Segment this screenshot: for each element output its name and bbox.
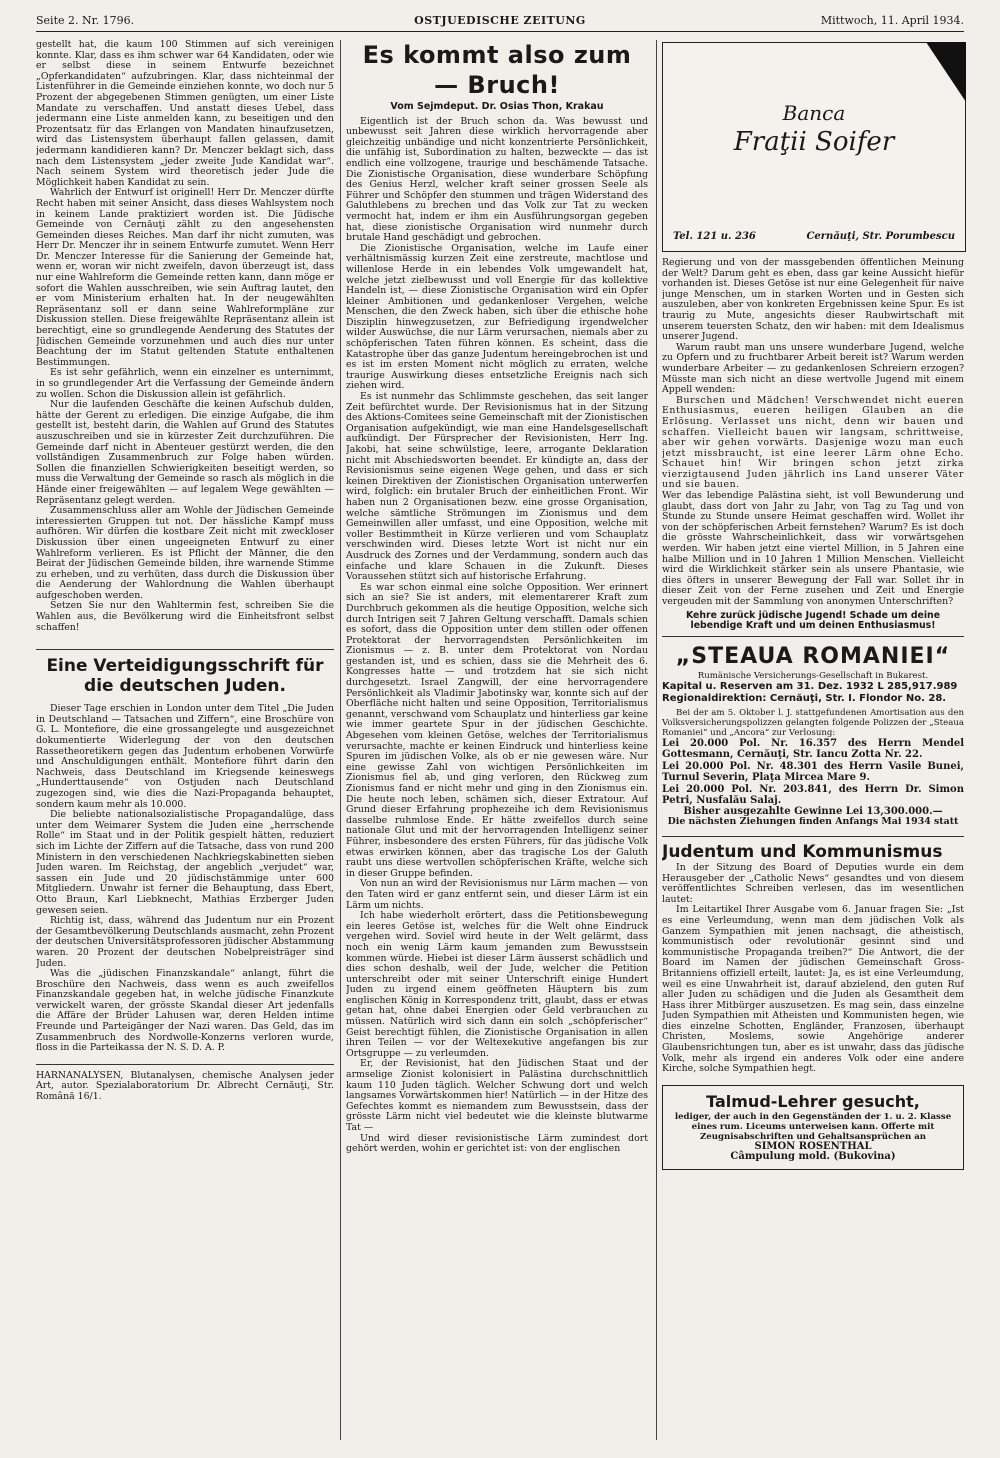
bank-address: Cernăuţi, Str. Porumbescu	[806, 231, 955, 242]
bank-advertisement	[662, 42, 966, 252]
paragraph: Setzen Sie nur den Wahltermin fest, schreiben Sie die Wahlen aus, die Bevölkerung wird die Einheitsfront selbst schaffen!	[36, 600, 334, 633]
column-1	[36, 40, 334, 1420]
policy-line: Lei 20.000 Pol. Nr. 203.841, des Herrn Dr. Simon Petri, Nusfalău Salaj.	[662, 783, 964, 807]
job-text: lediger, der auch in den Gegenständen der 1. u. 2. Klasse eines rum. Liceums unterweisen kann. Offerte mit Zeugnisabschriften und Gehaltsansprüchen an	[674, 1111, 952, 1142]
page-header	[36, 14, 964, 30]
paragraph: Es ist sehr gefährlich, wenn ein einzelner es unternimmt, in so grundlegender Art die Verfassung der Gemeinde ändern zu wollen. Schon die Diskussion allein ist gefährlich.	[36, 367, 334, 400]
paragraph: Zusammenschluss aller am Wohle der Jüdischen Gemeinde interessierten Gruppen tut not. Der hässliche Kampf muss aufhören. Wir dürfen die kostbare Zeit nicht mit zweckloser Diskussion über einen ungeeigneten Entwurf zu einer Wahlreform verlieren. Es ist Pflicht der Männer, die den Beirat der Jüdischen Gemeinde bilden, ihre warnende Stimme zu erheben, und zu verhüten, dass durch die Diskussion über die Aenderung der Wahlordnung die Wahlen überhaupt aufgeschoben werden.	[36, 505, 334, 601]
article-headline: Eine Verteidigungsschrift für die deutschen Juden.	[46, 656, 324, 697]
paragraph: Was die „jüdischen Finanzskandale“ anlangt, führt die Broschüre den Nachweis, dass wenn es auch zweifellos Finanzskandale gegeben hat, in welche jüdische Finanzkute verwickelt waren, der grösste Skandal dieser Art jedenfalls die Affäre der Brüder Lahusen war, deren Helden intime Freunde und Parteigänger der Nazi waren. Das Geld, das im Zusammenbruch des Nordwolle-Konzerns verloren wurde, floss in die Parteikassa der N. S. D. A. P.	[36, 968, 334, 1054]
policy-line: Lei 20.000 Pol. Nr. 48.301 des Herrn Vasile Bunei, Turnul Severin, Plaţa Mircea Mare 9.	[662, 760, 964, 784]
paragraph: Im Leitartikel Ihrer Ausgabe vom 6. Januar fragen Sie: „Ist es eine Verleumdung, wenn man dem jüdischen Volk als Ganzem Sympathien mit jenen nachsagt, die atheistisch, kommunistisch oder revolutionär gesinnt sind und kommunistische Propaganda treiben?“ Die Antwort, die der Board im Namen der jüdischen Gemeinschaft Gross-Britanniens offiziell erteilt, lautet: Ja, es ist eine Verleumdung, weil es eine Unwahrheit ist, darauf abzielend, den guten Ruf aller Juden zu schädigen und die Juden als Gesamtheit dem Hass ihrer Mitbürger auszusetzen. Es mag sein, dass einzelne Juden Sympathien mit Atheisten und Kommunisten hegen, wie dies einzelne Schotten, Engländer, Franzosen, überhaupt Christen, Moslems, sowie Angehörige anderer Glaubensrichtungen tun, aber es ist unwahr, dass das jüdische Volk, mehr als irgend ein anderes Volk oder eine andere Kirche, solche Sympathien hegt.	[662, 904, 964, 1075]
divider	[662, 636, 964, 637]
divider	[36, 1064, 334, 1065]
paragraph: Er, der Revisionist, hat den Jüdischen Staat und der armselige Zionist kolonisiert in Palästina durchschnittlich kaum 110 Juden täglich. Welcher Schwung dort und welch langsames Vorwärtskommen hier! Natürlich — in der Hitze des Gefechtes kommt es niemandem zum Bewusstsein, dass der grösste Lärm nicht viel bedeutet wie die kleinste blutwarme Tat —	[346, 1058, 648, 1133]
column-2	[346, 40, 648, 1420]
article-headline: Judentum und Kommunismus	[662, 841, 943, 862]
newspaper-name: OSTJUEDISCHE ZEITUNG	[414, 14, 586, 27]
divider	[662, 836, 964, 837]
paragraph: Dieser Tage erschien in London unter dem Titel „Die Juden in Deutschland — Tatsachen und Ziffern“, eine Broschüre von G. L. Montefiore, die eine grossangelegte und ausgezeichnet dokumentierte Widerlegung der von den deutschen Rassetheoretikern gegen das Judentum erhobenen Vorwürfe und Anschuldigungen enthält. Montefiore führt darin den Nachweis, dass Deutschland im Kriegsende keineswegs „Hunderttausende“ von Ostjuden nach Deutschland zugezogen sind, wie dies die Nazi-Propaganda behauptet, sondern kaum mehr als 10.000.	[36, 703, 334, 810]
paragraph: Regierung und von der massgebenden öffentlichen Meinung der Welt? Darum geht es eben, dass gar keine Aussicht hiefür vorhanden ist. Dieses Getöse ist nur eine Gelegenheit für naive junge Menschen, um in starken Worten und in Gesten sich auszuleben, aber von konkreten Ergebnissen keine Spur. Es ist traurig zu Mute, angesichts dieser Raubwirtschaft mit unserem teuersten Schatz, den wir haben: mit dem Idealismus unserer Jugend.	[662, 258, 964, 343]
insurance-direction: Regionaldirektion: Cernăuţi, Str. I. Flondor No. 28.	[662, 692, 947, 704]
issue-date: Mittwoch, 11. April 1934.	[820, 14, 964, 27]
insurance-capital: Kapital u. Reserven am 31. Dez. 1932 L 285,917.989	[662, 680, 958, 692]
job-contact-name: SIMON ROSENTHAL	[754, 1140, 872, 1152]
column-3	[662, 258, 964, 1428]
insurance-next: Die nächsten Ziehungen finden Anfangs Mai 1934 statt	[667, 816, 959, 828]
main-headline: Es kommt also zum — Bruch!	[362, 41, 632, 99]
paragraph: Bei der am 5. Oktober l. J. stattgefundenen Amortisation aus den Volksversicherungspolizzen gelangten folgende Polizzen der „Steaua Romaniei“ und „Ancora“ zur Verlosung:	[662, 707, 964, 738]
column-divider-2	[656, 40, 657, 1440]
bank-title: Banca	[782, 101, 846, 125]
byline: Vom Sejmdeput. Dr. Osias Thon, Krakau	[390, 101, 604, 112]
paragraph: Richtig ist, dass, während das Judentum nur ein Prozent der Gesamtbevölkerung Deutschlands ausmacht, zehn Prozent der deutschen Universitätsprofessoren jüdischer Abstammung waren. 20 Prozent der deutschen Nobelpreisträger sind Juden.	[36, 915, 334, 969]
policy-line: Lei 20.000 Pol. Nr. 16.357 des Herrn Mendel Gottesmann, Cernăuţi, Str. Iancu Zotta Nr. 22.	[662, 737, 964, 761]
paragraph: Wer das lebendige Palästina sieht, ist voll Bewunderung und glaubt, dass dort von Jahr zu Jahr, von Tag zu Tag und von Stunde zu Stunde unsere Heimat geschaffen wird. Wollet ihr von der schöpferischen Arbeit fernstehen? Warum? Es ist doch die grösste Wahrscheinlichkeit, dass wir vorwärtsgehen werden. Wir haben jetzt eine viertel Million, in 5 Jahren eine halbe Million und in 10 Jahren 1 Million Menschen. Vielleicht wird die Wirklichkeit stärker sein als unsere Phantasie, wie dies öfters in unserer Bewegung der Fall war. Sollet ihr in dieser Zeit von der Ferne zusehen und Zeit und Energie vergeuden mit der Sammlung von anonymen Unterschriften?	[662, 490, 964, 607]
page-number: Seite 2. Nr. 1796.	[36, 14, 135, 27]
header-rule	[36, 31, 964, 32]
paragraph: Eigentlich ist der Bruch schon da. Was bewusst und unbewusst seit Jahren diese wirklich hervorragende aber gleichzeitig unbändige und nicht konzentrierte Persönlichkeit, die unfähig ist, Subordination zu halten, bezweckte — das ist endlich eine vollzogene, traurige und beschämende Tatsache. Die Zionistische Organisation, diese wunderbare Schöpfung des Genius Herzl, welcher kraft seiner grossen Seele als Führer und Schöpfer den stummen und trägen Widerstand des Galuthlebens zu brechen und das Volk zur Tat zu wecken vermocht hat, indem er ihm ein Ausführungsorgan gegeben hat, diese zionistische Organisation wird nunmehr durch brutale Hand geschädigt und gebrochen.	[346, 115, 648, 244]
job-title: Talmud-Lehrer gesucht,	[706, 1091, 920, 1111]
paragraph: In der Sitzung des Board of Deputies wurde ein dem Herausgeber der „Catholic News“ gesandtes und von diesem veröffentlichtes Schreiben verlesen, das im wesentlichen lautet:	[662, 861, 964, 905]
classified-ad: HARNANALYSEN, Blutanalysen, chemische Analysen jeder Art, autor. Spezialaboratorium Dr. Albrecht Cernăuţi, Str. Română 16/1.	[36, 1069, 334, 1103]
column-divider-1	[340, 40, 341, 1440]
insurance-advertisement	[662, 641, 964, 832]
paragraph: Die Zionistische Organisation, welche im Laufe einer verhältnismässig kurzen Zeit eine zerstreute, machtlose und willenlose Herde in ein lebendes Volk umgewandelt hat, welche jetzt zielbewusst und voll Energie für das kollektive Handeln ist, — diese Zionistische Organisation wird ein Opfer kleiner Ambitionen und gedankenloser Vergehen, welche Menschen, die den Zweck haben, sich über die ethische hohe Disziplin hinwegzusetzen, zur Befriedigung irgendwelcher wilder Auswüchse, die nur Lärm verursachen, niemals aber zu schöpferischen Taten führen können. Es scheint, dass die Katastrophe über das ganze Judentum hereingebrochen ist und es ist im ersten Moment nicht möglich zu erraten, welche traurige Auswirkung dieses entsetzliche Ereignis nach sich ziehen wird.	[346, 242, 648, 392]
bank-phone: Tel. 121 u. 236	[673, 231, 756, 242]
job-contact-place: Câmpulung mold. (Bukovina)	[730, 1151, 896, 1163]
paragraph: Von nun an wird der Revisionismus nur Lärm machen — von den Taten wird er ganz entfernt sein, und dieser Lärm ist ein Lärm um nichts.	[346, 878, 648, 911]
paragraph: gestellt hat, die kaum 100 Stimmen auf sich vereinigen konnte. Klar, dass es ihm schwer war 64 Kandidaten, oder wie er selbst diese in seinem Entwurfe bezeichnet „Opferkandidaten“ aufzubringen. Klar, dass nichteinmal der Listenführer in die Gemeinde einziehen konnte, wo doch nur 5 Prozent der abgegebenen Stimmen genügten, um einer Liste Mandate zu verschaffen. Und anstatt dieses Uebel, dass jedermann eine Liste anmelden kann, zu beseitigen und den Prozentsatz für das Erlangen von Mandaten hinaufzusetzen, wird das Listensystem überhaupt fallen gelassen, damit jedermann kandidieren kann? Dr. Menczer beklagt sich, dass nach dem Listensystem „jeder zweite Jude Kandidat war“. Nach seinem System wird theoretisch jeder Jude die Möglichkeit haben Kandidat zu sein.	[36, 40, 334, 188]
paragraph: Und wird dieser revisionistische Lärm zumindest dort gehört werden, wohin er gerichtet ist: von der englischen	[346, 1132, 648, 1155]
paragraph: Es war schon einmal eine solche Opposition. Wer erinnert sich an sie? Sie ist anders, mit elementarerer Kraft zum Durchbruch gekommen als die heutige Opposition, welche sich durch Intrigen seit 7 Jahren Geltung verschafft. Damals schien es sofort, dass die Opposition unter dem stillen oder offenen Protektorat der hervorragendsten Persönlichkeiten im Zionismus — z. B. unter dem Protektorat von Nordau gestanden ist, und es schien, dass sie die Mehrheit des 6. Kongresses hatte — und trotzdem hat sie sich nicht durchgesetzt. Israel Zangwill, der eine hervorragendere Persönlichkeit als Vladimir Jabotinsky war, konnte sich auf der Oberfläche nicht halten und seine Opposition, Territorialismus genannt, verschwand vom Schauplatz und hinterliess gar keine wie immer geartete Spur in der jüdischen Geschichte. Abgesehen vom kleinen Getöse, welches der Territorialismus verursachte, machte er keinen Eindruck und hinterliess keine Spuren im jüdischen Volke, als ob er nie gewesen wäre. Nur eine gewisse Zahl von wichtigen Persönlichkeiten im Zionismus fiel ab, und ging verloren, den Rückweg zum Zionismus fand er nicht mehr und ging in den Zionismus ein. Die heute noch leben, schämen sich, dieser Extratour. Auf Grund dieser Erfahrung prophezeihe ich dem Revisionismus dasselbe ruhmlose Ende. Er hätte zweifellos durch seine nationale Glut und mit der hervorragenden Intelligenz seiner Führer, insbesondere des ersten Führers, für das jüdische Volk etwas erwirken können, aber das tragische Los der Galuth raubt uns diese wertvollen schöpferischen Kräfte, welche sich in dieser Gruppe befinden.	[346, 581, 648, 879]
corner-mark-icon	[926, 42, 966, 102]
divider	[36, 649, 334, 650]
job-advertisement	[662, 1085, 964, 1170]
insurance-total: Bisher ausgezahlte Gewinne Lei 13,300.000.—	[683, 805, 943, 817]
bank-name: Fraţii Soifer	[733, 127, 895, 157]
paragraph: Kehre zurück jüdische Jugend! Schade um deine lebendige Kraft und um deinen Enthusiasmus!	[685, 609, 941, 632]
insurance-subtitle: Rumänische Versicherungs-Gesellschaft in Bukarest.	[697, 670, 929, 681]
paragraph: Burschen und Mädchen! Verschwendet nicht eueren Enthusiasmus, eueren heiligen Glauben an die Erlösung. Verlasset uns nicht, denn wir bauen und schaffen. Vielleicht bauen wir langsam, schrittweise, aber wir gehen vorwärts. Dasjenige wozu man euch jetzt missbraucht, ist eine leerer Lärm ohne Echo. Schauet hin! Wir bringen schon jetzt zirka vierzigtausend Juden jährlich ins Land unserer Väter und sie bauen.	[662, 394, 964, 491]
paragraph: Nur die laufenden Geschäfte die keinen Aufschub dulden, hätte der Gerent zu erledigen. Die einzige Aufgabe, die ihm gestellt ist, besteht darin, die Wahlen auf Grund des Statutes auszuschreiben und sie in kürzester Zeit durchzuführen. Die Gemeinde darf nicht in Abenteuer gestürzt werden, die den vollständigen Zusammenbruch zur Folge haben würden. Sollen die finanziellen Schwierigkeiten beseitigt werden, so muss die Verwaltung der Gemeinde so rasch als möglich in die Hände einer freigewählten — auf legalem Wege gewählten — Repräsentanz gelegt werden.	[36, 399, 334, 506]
paragraph: Warum raubt man uns unsere wunderbare Jugend, welche zu Opfern und zu fruchtbarer Arbeit bereit ist? Warum werden wunderbare Arbeiter — zu gedankenlosen Schreiern erzogen? Müsste man sich nicht an diese wertvolle Jugend mit einem Appell wenden:	[662, 341, 964, 396]
paragraph: Ich habe wiederholt erörtert, dass die Petitionsbewegung ein leeres Getöse ist, welches für die Welt ohne Eindruck vergehen wird. Soviel wird heute in der Welt gelärmt, dass noch ein wenig Lärm kaum jemanden zum Bewusstsein kommen würde. Hiebei ist dieser Lärm äusserst schädlich und dies schon deshalb, weil der Jude, welcher die Petition unterschreibt oder mit seiner Unterschrift einige Hundert Juden zu irgend einem geöffneten Häuptern bis zum englischen König in Korrespondenz tritt, glaubt, dass er etwas getan hat, ohne dabei Energien oder Geld verbrauchen zu müssen. Natürlich wird sich dann ein solch „schöpferischer“ Geist berechtigt fühlen, die Zionistische Organisation in allen ihren Teilen — vor der Weltexekutive angefangen bis zur Ortsgruppe — zu verleumden.	[346, 910, 648, 1059]
insurance-title: „STEAUA ROMANIEI“	[675, 643, 951, 669]
paragraph: Die beliebte nationalsozialistische Propagandalüge, dass unter dem Weimarer System die Juden eine „herrschende Rolle“ im Staat und in der Politik gespielt hätten, reduziert sich im Lichte der Ziffern auf die Tatsache, dass von rund 200 Ministern in den verschiedenen Nachkriegskabinetten sieben Juden waren. Im Reichstag, der angeblich „verjudet“ war, sassen ein Jude und 20 jüdischstämmige unter 600 Mitgliedern. Unwahr ist ferner die Behauptung, dass Ebert, Otto Braun, Karl Liebknecht, Mathias Erzberger Juden gewesen seien.	[36, 809, 334, 916]
paragraph: Wahrlich der Entwurf ist originell! Herr Dr. Menczer dürfte Recht haben mit seiner Ansicht, dass dieses Wahlsystem noch in keinem Lande praktiziert worden ist. Die Jüdische Gemeinde von Cernăuţi zählt zu den angesehensten Gemeinden dieses Reiches. Man darf ihr nicht zumuten, was Herr Dr. Menczer ihr in seinem Entwurfe zumutet. Wenn Herr Dr. Menczer Interesse für die Sanierung der Gemeinde hat, wenn er, woran wir nicht zweifeln, davon überzeugt ist, dass nur eine Wahlreform die Gemeinde retten kann, dann möge er sofort die Wahlen ausschreiben, wie sein Auftrag lautet, den er vom Ministerium erhalten hat. In der neugewählten Repräsentanz soll er dann seine Wahlreformpläne zur Diskussion stellen. Diese freigewählte Repräsentanz allein ist berechtigt, eine so grundlegende Aenderung des Statutes der Jüdischen Gemeinde vorzunehmen und auch dies nur unter Beachtung der im Statut geltenden Statute enthaltenen Bestimmungen.	[36, 187, 334, 368]
paragraph: Es ist nunmehr das Schlimmste geschehen, das seit langer Zeit befürchtet wurde. Der Revisionismus hat in der Sitzung des Aktions-Comitees seine Gemeinschaft mit der Zionistischen Organisation aufgekündigt, wie man eine Handelsgesellschaft aufkündigt. Der Fürsprecher der Revisionisten, Herr Ing. Jakobi, hat seine schwülstige, leere, arrogante Deklaration nicht mit Abschiedsworten beendet. Er kündigte an, dass der Revisionismus seine eigenen Wege gehen, und dass er sich keinen Direktiven der Zionistischen Organisation unterwerfen wird, folglich: ein brutaler Bruch der einheitlichen Front. Wir haben nun 2 Organisationen bezw. eine grosse Organisation, welche sämtliche Strömungen im Zionismus und dem Gemeinwillen aller umfasst, und eine Opposition, welche mit voller Bestimmtheit in Kürze verlieren und vom Schauplatz verschwinden wird. Dieses letzte Wort ist nicht nur ein Ausdruck des Zornes und der Verdammung, sondern auch das einfache und klare Schauen in die Zukunft. Dieses Voraussehen stützt sich auf historische Erfahrung.	[346, 391, 648, 583]
